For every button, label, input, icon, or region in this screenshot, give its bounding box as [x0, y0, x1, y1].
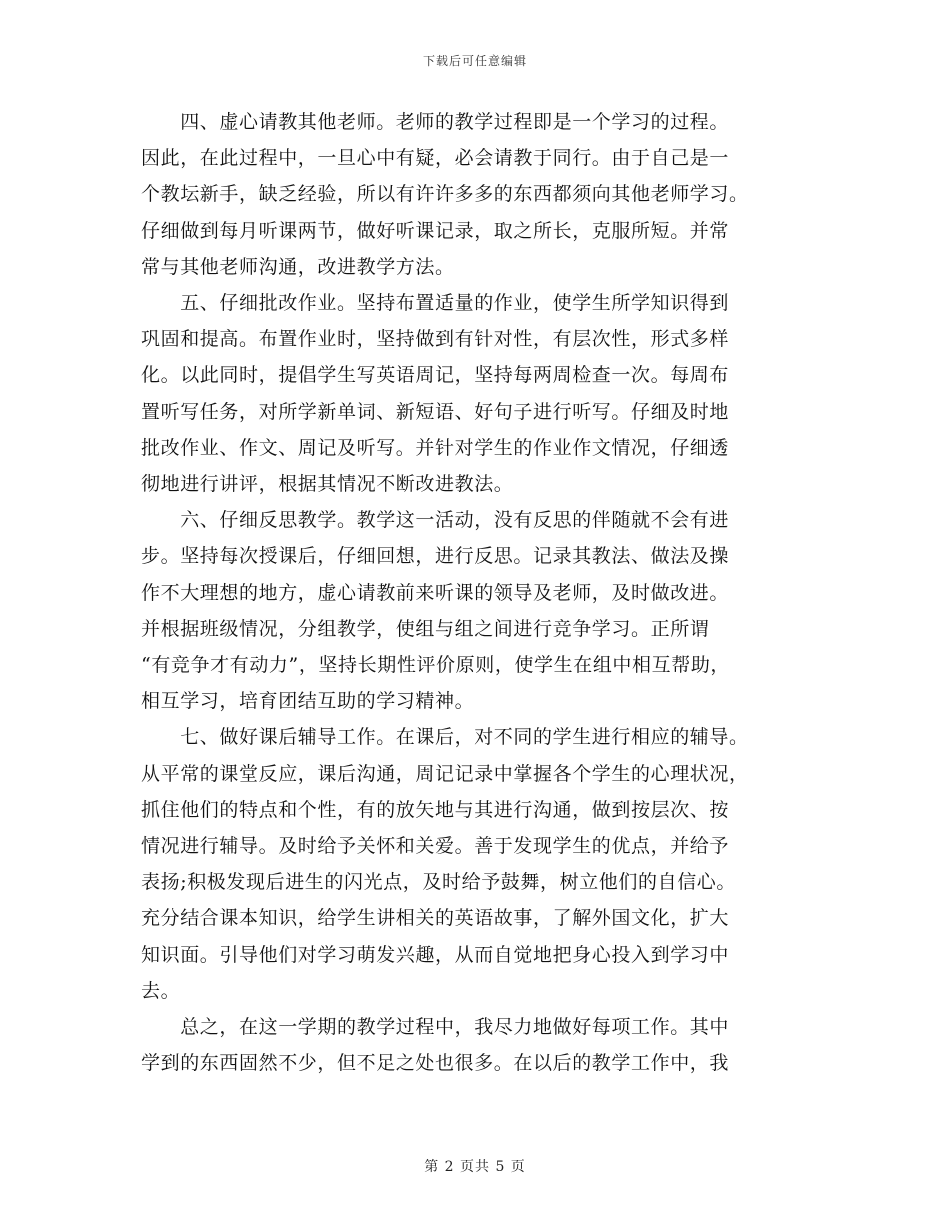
- text-line: 表扬;积极发现后进生的闪光点，及时给予鼓舞，树立他们的自信心。: [141, 871, 737, 894]
- text-line: 总之，在这一学期的教学过程中，我尽力地做好每项工作。其中: [141, 1016, 730, 1039]
- text-line: 学到的东西固然不少，但不足之处也很多。在以后的教学工作中，我: [141, 1052, 730, 1075]
- text-line: 充分结合课本知识，给学生讲相关的英语故事，了解外国文化，扩大: [141, 907, 730, 930]
- text-line: 情况进行辅导。及时给予关怀和关爱。善于发现学生的优点，并给予: [141, 835, 730, 858]
- text-line: 七、做好课后辅导工作。在课后，对不同的学生进行相应的辅导。: [141, 726, 749, 749]
- paragraph-four: [141, 104, 805, 285]
- text-line: 四、虚心请教其他老师。老师的教学过程即是一个学习的过程。: [141, 111, 730, 133]
- text-line: 批改作业、作文、周记及听写。并针对学生的作业作文情况，仔细透: [141, 436, 730, 459]
- text-line: 巩固和提高。布置作业时，坚持做到有针对性，有层次性，形式多样: [141, 328, 730, 351]
- document-body: [141, 104, 805, 1081]
- text-line: 仔细做到每月听课两节，做好听课记录，取之所长，克服所短。并常: [141, 219, 730, 242]
- paragraph-six: [141, 502, 805, 719]
- text-line: 知识面。引导他们对学习萌发兴趣，从而自觉地把身心投入到学习中: [141, 943, 730, 966]
- text-line: 个教坛新手，缺乏经验，所以有许许多多的东西都须向其他老师学习。: [141, 183, 749, 206]
- text-line: 作不大理想的地方，虚心请教前来听课的领导及老师，及时做改进。: [141, 581, 730, 604]
- text-line: 抓住他们的特点和个性，有的放矢地与其进行沟通，做到按层次、按: [141, 798, 730, 821]
- text-line: 六、仔细反思教学。教学这一活动，没有反思的伴随就不会有进: [141, 509, 730, 532]
- text-line: 从平常的课堂反应，课后沟通，周记记录中掌握各个学生的心理状况，: [141, 762, 749, 785]
- text-line: 彻地进行讲评，根据其情况不断改进教法。: [141, 473, 514, 496]
- page-number-footer: 第 2 页共 5 页: [424, 1159, 526, 1175]
- text-line: 去。: [141, 979, 181, 1002]
- text-line: 相互学习，培育团结互助的学习精神。: [141, 690, 475, 713]
- paragraph-seven: [141, 719, 805, 1009]
- paragraph-conclusion: [141, 1009, 805, 1081]
- paragraph-five: [141, 285, 805, 502]
- text-line: 化。以此同时，提倡学生写英语周记，坚持每两周检查一次。每周布: [141, 364, 730, 387]
- text-line: 并根据班级情况，分组教学，使组与组之间进行竞争学习。正所谓: [141, 617, 710, 640]
- text-line: 常与其他老师沟通，改进教学方法。: [141, 255, 455, 278]
- text-line: 步。坚持每次授课后，仔细回想，进行反思。记录其教法、做法及操: [141, 545, 730, 568]
- text-line: 因此，在此过程中，一旦心中有疑，必会请教于同行。由于自己是一: [141, 147, 730, 170]
- page-header: 下载后可任意编辑: [422, 54, 527, 68]
- text-line: 置听写任务，对所学新单词、新短语、好句子进行听写。仔细及时地: [141, 400, 730, 423]
- text-line: “有竞争才有动力”，坚持长期性评价原则，使学生在组中相互帮助，: [141, 654, 731, 677]
- text-line: 五、仔细批改作业。坚持布置适量的作业，使学生所学知识得到: [141, 292, 730, 315]
